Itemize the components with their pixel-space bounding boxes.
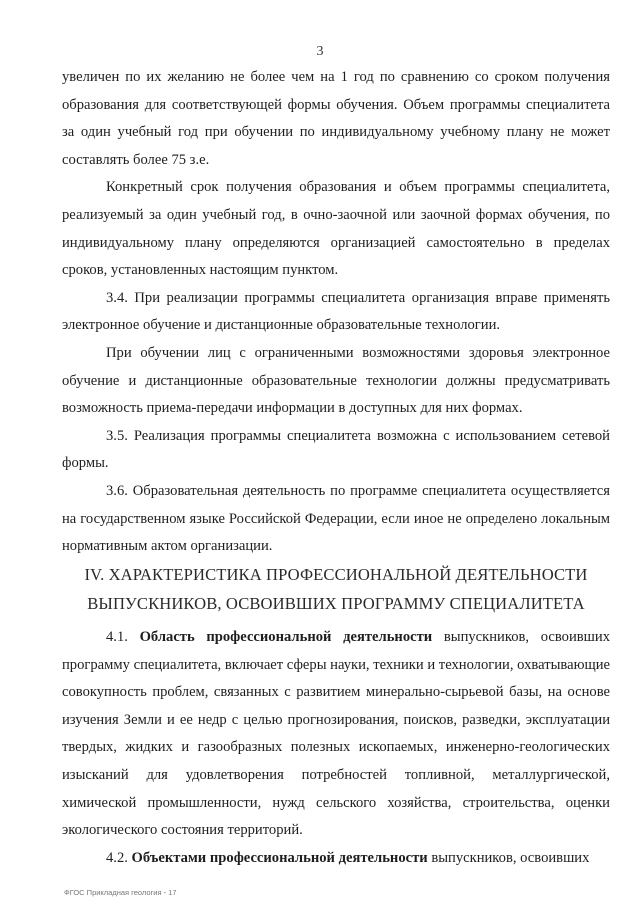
paragraph-term-of-study: Конкретный срок получения образования и объем программы специалитета, реализуемый за один учебный год, в очно-заочной или заочной формах обучения, по индивидуальному плану определяются организацией самостоятельно в пределах сроков, установленных настоящим пунктом. xyxy=(62,179,610,279)
paragraph-3-6: 3.6. Образовательная деятельность по программе специалитета осуществляется на государственном языке Российской Федерации, если иное не определено локальным нормативным актом организации. xyxy=(62,482,610,555)
heading-line-1: IV. ХАРАКТЕРИСТИКА ПРОФЕССИОНАЛЬНОЙ ДЕЯТЕЛЬНОСТИ xyxy=(84,565,588,584)
heading-line-2: ВЫПУСКНИКОВ, ОСВОИВШИХ ПРОГРАММУ СПЕЦИАЛИТЕТА xyxy=(87,594,585,613)
paragraph-disabilities: При обучении лиц с ограниченными возможностями здоровья электронное обучение и дистанционные образовательные технологии должны предусматривать возможность приема-передачи информации в доступных для них формах. xyxy=(62,344,610,417)
paragraph-3-5: 3.5. Реализация программы специалитета возможна с использованием сетевой формы. xyxy=(62,427,610,472)
page-number: 3 xyxy=(316,44,324,59)
paragraph-4-1-number: 4.1. xyxy=(106,629,140,645)
paragraph-4-1-term: Область профессиональной деятельности xyxy=(139,629,433,645)
paragraph-4-1-text: выпускников, освоивших программу специалитета, включает сферы науки, техники и технологии, охватывающие совокупность проблем, связанных с развитием минерально-сырьевой базы, на основе изучения Земли и ее недр с целью прогнозирования, поисков, разведки, эксплуатации твердых, жидких и газообразных полезных ископаемых, инженерно-геологических изысканий для удовлетворения потребностей топливной, металлургической, химической промышленности, нужд сельского хозяйства, строительства, оценки экологического состояния территорий. xyxy=(62,629,610,839)
paragraph-4-2 xyxy=(62,845,610,873)
paragraph-4-2-text: выпускников, освоивших xyxy=(427,849,590,866)
paragraph-4-1 xyxy=(62,624,610,845)
paragraph-continuation: увеличен по их желанию не более чем на 1 год по сравнению со сроком получения образования для соответствующей формы обучения. Объем программы специалитета за один учебный год при обучении по индивидуальному учебному плану не может составлять более 75 з.е. xyxy=(62,69,610,168)
paragraph-4-2-number: 4.2. xyxy=(106,849,132,866)
paragraph-4-2-term: Объектами профессиональной деятельности xyxy=(131,849,428,866)
section-four-body xyxy=(62,624,610,872)
paragraph-3-4: 3.4. При реализации программы специалитета организация вправе применять электронное обучение и дистанционные образовательные технологии. xyxy=(62,289,610,334)
section-four-heading xyxy=(62,560,610,618)
section-three-body xyxy=(62,64,610,561)
footer-label: ФГОС Прикладная геология - 17 xyxy=(64,888,177,897)
